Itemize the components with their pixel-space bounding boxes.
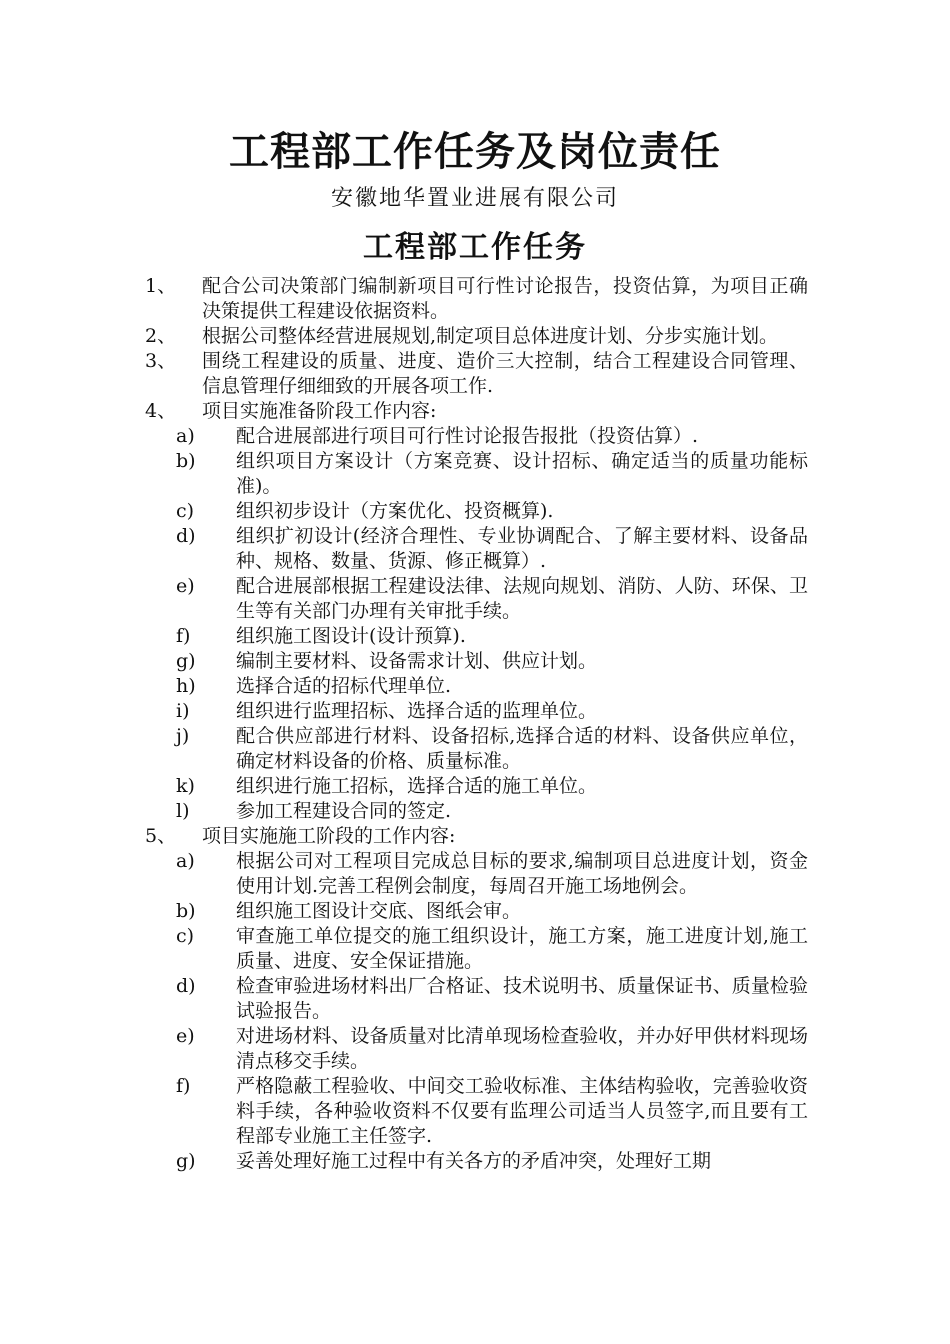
sub-list-item xyxy=(0,574,950,624)
item-letter: e) xyxy=(176,1025,195,1047)
item-letter: g) xyxy=(176,1150,196,1172)
item-text: 组织进行施工招标，选择合适的施工单位。 xyxy=(236,775,598,797)
item-letter: b) xyxy=(176,450,196,472)
item-text: 组织施工图设计交底、图纸会审。 xyxy=(236,900,522,922)
item-text: 项目实施施工阶段的工作内容: xyxy=(202,825,456,847)
item-text: 选择合适的招标代理单位. xyxy=(236,675,452,697)
sub-list-item xyxy=(0,449,950,499)
sub-list-item xyxy=(0,674,950,699)
item-letter: l) xyxy=(176,800,190,822)
item-text: 配合公司决策部门编制新项目可行性讨论报告，投资估算，为项目正确决策提供工程建设依据资料。 xyxy=(202,275,808,322)
sub-list-item xyxy=(0,1024,950,1074)
list-item xyxy=(0,824,950,849)
list-item xyxy=(0,349,950,399)
item-text: 组织施工图设计(设计预算). xyxy=(236,625,466,647)
sub-list-item xyxy=(0,1149,950,1174)
sub-list-item xyxy=(0,849,950,899)
sub-list-item xyxy=(0,424,950,449)
sub-list-item xyxy=(0,924,950,974)
item-text: 检查审验进场材料出厂合格证、技术说明书、质量保证书、质量检验试验报告。 xyxy=(236,975,808,1022)
item-number: 5、 xyxy=(145,825,177,847)
item-letter: c) xyxy=(176,925,195,947)
item-letter: d) xyxy=(176,975,196,997)
list-item xyxy=(0,399,950,424)
item-text: 配合进展部进行项目可行性讨论报告报批（投资估算）. xyxy=(236,425,699,447)
list-item xyxy=(0,274,950,324)
item-letter: f) xyxy=(176,625,191,647)
item-text: 参加工程建设合同的签定. xyxy=(236,800,452,822)
item-letter: a) xyxy=(176,850,195,872)
item-number: 3、 xyxy=(145,350,177,372)
document-title: 工程部工作任务及岗位责任 xyxy=(229,128,721,175)
item-text: 审查施工单位提交的施工组织设计，施工方案，施工进度计划,施工质量、进度、安全保证措施。 xyxy=(236,925,808,972)
item-number: 4、 xyxy=(145,400,177,422)
sub-list-item xyxy=(0,624,950,649)
item-letter: h) xyxy=(176,675,196,697)
item-text: 编制主要材料、设备需求计划、供应计划。 xyxy=(236,650,598,672)
item-number: 1、 xyxy=(145,275,177,297)
item-letter: b) xyxy=(176,900,196,922)
sub-list-item xyxy=(0,899,950,924)
item-text: 项目实施准备阶段工作内容: xyxy=(202,400,437,422)
section-title: 工程部工作任务 xyxy=(363,230,587,265)
company-name: 安徽地华置业进展有限公司 xyxy=(330,186,619,211)
item-text: 妥善处理好施工过程中有关各方的矛盾冲突，处理好工期 xyxy=(236,1150,712,1172)
item-letter: e) xyxy=(176,575,195,597)
item-text: 根据公司整体经营进展规划,制定项目总体进度计划、分步实施计划。 xyxy=(202,325,779,347)
item-number: 2、 xyxy=(145,325,177,347)
item-letter: i) xyxy=(176,700,190,722)
item-letter: c) xyxy=(176,500,195,522)
sub-list-item xyxy=(0,649,950,674)
sub-list-item xyxy=(0,974,950,1024)
sub-list-item xyxy=(0,699,950,724)
sub-list-item xyxy=(0,499,950,524)
item-text: 组织初步设计（方案优化、投资概算). xyxy=(236,500,554,522)
sub-list-item xyxy=(0,799,950,824)
item-text: 配合进展部根据工程建设法律、法规向规划、消防、人防、环保、卫生等有关部门办理有关审批手续。 xyxy=(236,575,808,622)
item-text: 严格隐蔽工程验收、中间交工验收标准、主体结构验收，完善验收资料手续，各种验收资料不仅要有监理公司适当人员签字,而且要有工程部专业施工主任签字. xyxy=(236,1075,808,1147)
item-text: 对进场材料、设备质量对比清单现场检查验收，并办好甲供材料现场清点移交手续。 xyxy=(236,1025,808,1072)
item-letter: a) xyxy=(176,425,195,447)
item-letter: f) xyxy=(176,1075,191,1097)
item-letter: j) xyxy=(176,725,190,747)
item-text: 组织项目方案设计（方案竞赛、设计招标、确定适当的质量功能标准)。 xyxy=(236,450,808,497)
list-item xyxy=(0,324,950,349)
item-text: 组织扩初设计(经济合理性、专业协调配合、了解主要材料、设备品种、规格、数量、货源、修正概算）. xyxy=(236,525,808,572)
sub-list-item xyxy=(0,724,950,774)
sub-list-item xyxy=(0,774,950,799)
item-text: 根据公司对工程项目完成总目标的要求,编制项目总进度计划，资金使用计划.完善工程例会制度，每周召开施工场地例会。 xyxy=(236,850,808,897)
item-letter: g) xyxy=(176,650,196,672)
task-list xyxy=(0,274,950,1174)
item-text: 组织进行监理招标、选择合适的监理单位。 xyxy=(236,700,598,722)
sub-list-item xyxy=(0,524,950,574)
item-text: 配合供应部进行材料、设备招标,选择合适的材料、设备供应单位，确定材料设备的价格、质量标准。 xyxy=(236,725,808,772)
sub-list-item xyxy=(0,1074,950,1149)
item-text: 围绕工程建设的质量、进度、造价三大控制，结合工程建设合同管理、信息管理仔细细致的开展各项工作. xyxy=(202,350,808,397)
item-letter: k) xyxy=(176,775,195,797)
item-letter: d) xyxy=(176,525,196,547)
